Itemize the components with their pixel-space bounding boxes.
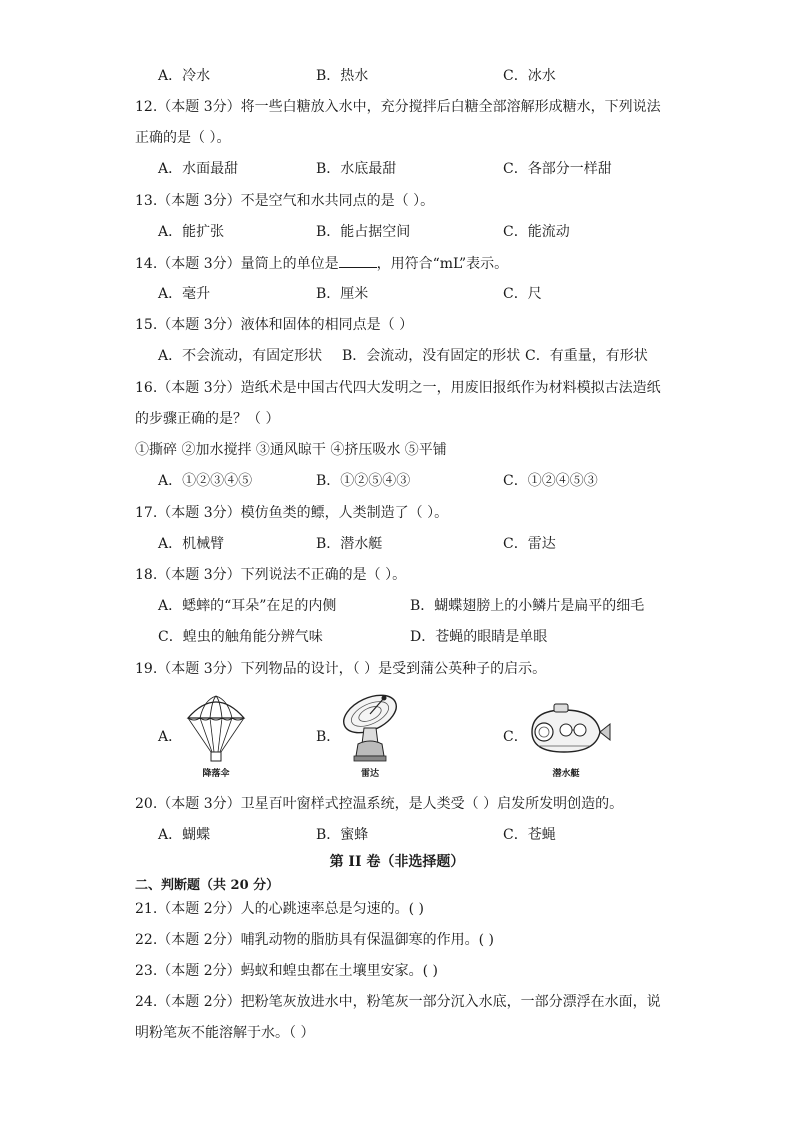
- q20-text: 20.（本题 3分）卫星百叶窗样式控温系统，是人类受（ ）启发所发明创造的。: [135, 796, 624, 812]
- q14-option-b: B．厘米: [316, 286, 369, 302]
- q20-option-a: A．蝴蝶: [158, 827, 211, 843]
- q19-option-b: B．: [316, 729, 341, 745]
- q19-option-c: C．: [503, 729, 528, 745]
- q16-text-line1: 16.（本题 3分）造纸术是中国古代四大发明之一，用废旧报纸作为材料模拟古法造纸: [135, 380, 661, 396]
- q22-text: 22.（本题 2分）哺乳动物的脂肪具有保温御寒的作用。( ): [135, 932, 494, 948]
- q12-option-a: A．水面最甜: [158, 161, 239, 177]
- q24-text-line2: 明粉笔灰不能溶解于水。（ ）: [135, 1025, 315, 1041]
- parachute-image: [184, 692, 248, 764]
- q16-option-b: B．①②⑤④③: [316, 473, 411, 489]
- q20-option-c: C．苍蝇: [503, 827, 556, 843]
- q15-option-b: B．会流动，没有固定的形状: [342, 348, 521, 364]
- q14-text: [135, 253, 508, 274]
- part-2-title: 第 II 卷（非选择题）: [329, 854, 465, 870]
- q15-text: 15.（本题 3分）液体和固体的相同点是（ ）: [135, 317, 414, 333]
- q18-text: 18.（本题 3分）下列说法不正确的是（ ）。: [135, 567, 407, 583]
- q18-option-d: D．苍蝇的眼睛是单眼: [410, 629, 548, 645]
- q13-option-b: B．能占据空间: [316, 224, 411, 240]
- q20-option-b: B．蜜蜂: [316, 827, 369, 843]
- q16-option-c: C．①②④⑤③: [503, 473, 598, 489]
- q14-option-c: C．尺: [503, 286, 542, 302]
- q16-option-a: A．①②③④⑤: [158, 473, 253, 489]
- q12-option-c: C．各部分一样甜: [503, 161, 612, 177]
- q18-option-a: A．蟋蟀的“耳朵”在足的内侧: [158, 598, 337, 614]
- q12-option-b: B．水底最甜: [316, 161, 397, 177]
- q13-option-c: C．能流动: [503, 224, 570, 240]
- q17-option-c: C．雷达: [503, 536, 556, 552]
- submarine-caption: 潜水艇: [552, 769, 580, 779]
- radar-caption: 雷达: [360, 769, 379, 779]
- q23-text: 23.（本题 2分）蚂蚁和蝗虫都在土壤里安家。( ): [135, 963, 438, 979]
- radar-image: [336, 690, 404, 764]
- q11-option-a: A．冷水: [158, 68, 211, 84]
- q12-text-line2: 正确的是（ ）。: [135, 130, 231, 146]
- q12-text-line1: 12.（本题 3分）将一些白糖放入水中，充分搅拌后白糖全部溶解形成糖水，下列说法: [135, 99, 661, 115]
- q16-steps: ①撕碎 ②加水搅拌 ③通风晾干 ④挤压吸水 ⑤平铺: [135, 442, 447, 458]
- q15-option-c: C．有重量，有形状: [525, 348, 648, 364]
- q16-text-line2: 的步骤正确的是？（ ）: [135, 411, 280, 427]
- q13-option-a: A．能扩张: [158, 224, 225, 240]
- q14-text-suffix: ，用符合“mL”表示。: [376, 256, 509, 272]
- q15-option-a: A．不会流动，有固定形状: [158, 348, 323, 364]
- q18-option-c: C．蝗虫的触角能分辨气味: [158, 629, 323, 645]
- q14-option-a: A．毫升: [158, 286, 211, 302]
- q14-text-prefix: 14.（本题 3分）量筒上的单位是: [135, 256, 339, 272]
- parachute-caption: 降落伞: [202, 769, 230, 779]
- q19-option-a: A．: [158, 729, 183, 745]
- submarine-image: [524, 700, 612, 760]
- q21-text: 21.（本题 2分）人的心跳速率总是匀速的。( ): [135, 901, 424, 917]
- q17-text: 17.（本题 3分）模仿鱼类的鳔，人类制造了（ ）。: [135, 505, 449, 521]
- q17-option-b: B．潜水艇: [316, 536, 383, 552]
- q11-option-b: B．热水: [316, 68, 369, 84]
- q14-blank[interactable]: [339, 253, 377, 268]
- q13-text: 13.（本题 3分）不是空气和水共同点的是（ ）。: [135, 193, 435, 209]
- q11-option-c: C．冰水: [503, 68, 556, 84]
- q19-text: 19.（本题 3分）下列物品的设计，（ ）是受到蒲公英种子的启示。: [135, 661, 547, 677]
- q24-text-line1: 24.（本题 2分）把粉笔灰放进水中，粉笔灰一部分沉入水底，一部分漂浮在水面，说: [135, 994, 661, 1010]
- section-2-title: 二、判断题（共 20 分）: [135, 878, 280, 893]
- q17-option-a: A．机械臂: [158, 536, 225, 552]
- q18-option-b: B．蝴蝶翅膀上的小鳞片是扁平的细毛: [410, 598, 645, 614]
